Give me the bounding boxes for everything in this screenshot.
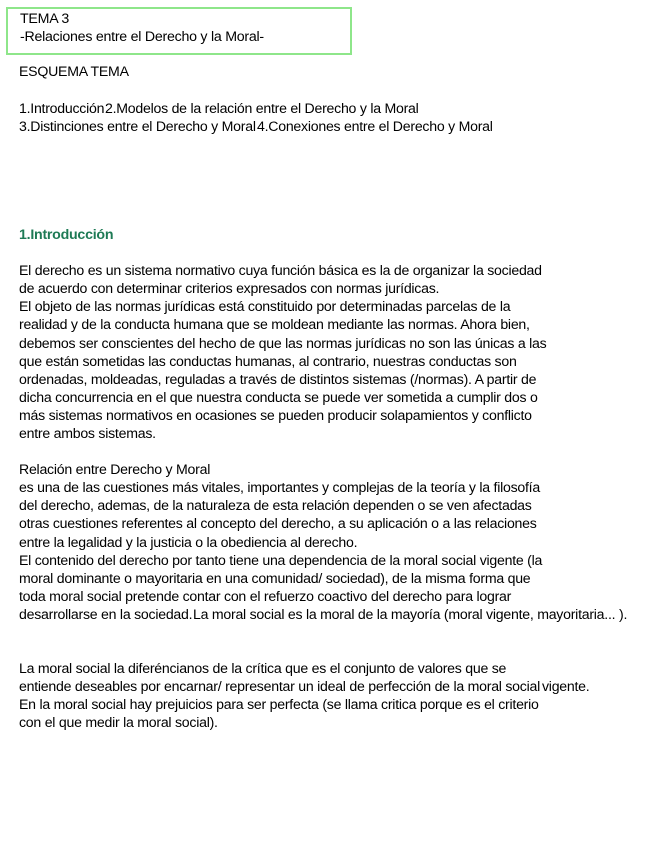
- paragraph-derecho-sistema-normativo: [19, 262, 639, 443]
- text-line-5: debemos ser conscientes del hecho de que las normas jurídicas no son las únicas a las: [19, 335, 547, 352]
- text-line-2: es una de las cuestiones más vitales, importantes y complejas de la teoría y la filosofía: [19, 480, 540, 497]
- text-line-1: El derecho es un sistema normativo cuya función básica es la de organizar la sociedad: [19, 263, 542, 279]
- text-line-4: realidad y de la conducta humana que se moldean mediante las normas. Ahora bien,: [19, 317, 530, 334]
- text-line-7: ordenadas, moldeadas, reguladas a través de distintos sistemas (/normas). A partir de: [19, 371, 537, 388]
- paragraph-moral-social-critica: [19, 660, 639, 733]
- outline-item-3: 3.Distinciones entre el Derecho y Moral: [19, 119, 256, 135]
- paragraph-relacion-derecho-moral: [19, 461, 639, 624]
- text-line-8: toda moral social pretende contar con el refuerzo coactivo del derecho para lograr: [19, 588, 512, 605]
- text-line-4: otras cuestiones referentes al concepto del derecho, a su aplicación o a las relaciones: [19, 516, 537, 533]
- outline-list: [19, 100, 639, 136]
- text-line-3: El objeto de las normas jurídicas está constituido por determinadas parcelas de la: [19, 299, 511, 316]
- outline-heading-block: [19, 63, 639, 81]
- text-line-9: más sistemas normativos en ocasiones se pueden producir solapamientos y conflicto: [19, 408, 532, 425]
- text-line-3: vigente.: [542, 679, 590, 696]
- outline-heading: ESQUEMA TEMA: [19, 64, 129, 80]
- text-line-4: En la moral social hay prejuicios para ser perfecta (se llama critica porque es el criterio: [19, 697, 539, 714]
- section-heading-introduccion: 1.Introducción: [19, 227, 114, 243]
- text-line-2: entiende deseables por encarnar/ representar un ideal de perfección de la moral social: [19, 679, 540, 696]
- text-line-5: con el que medir la moral social).: [19, 715, 218, 732]
- text-line-10: La moral social es la moral de la mayoría (moral vigente, mayoritaria... ).: [193, 607, 628, 624]
- outline-item-1: 1.Introducción: [19, 101, 105, 117]
- text-line-7: moral dominante o mayoritaria en una comunidad/ sociedad), de la misma forma que: [19, 570, 531, 587]
- text-line-6: El contenido del derecho por tanto tiene una dependencia de la moral social vigente (la: [19, 552, 543, 569]
- title-box: [6, 7, 352, 55]
- text-line-8: dicha concurrencia en el que nuestra conducta se puede ver sometida a cumplir dos o: [19, 389, 538, 406]
- outline-item-2: 2.Modelos de la relación entre el Derecho y la Moral: [104, 101, 419, 117]
- text-line-9: desarrollarse en la sociedad.: [19, 607, 193, 624]
- text-line-5: entre la legalidad y la justicia o la obediencia al derecho.: [19, 534, 358, 551]
- text-line-1: Relación entre Derecho y Moral: [19, 462, 211, 478]
- text-line-1: La moral social la diferéncianos de la crítica que es el conjunto de valores que se: [19, 661, 507, 677]
- text-line-2: de acuerdo con determinar criterios expresados con normas jurídicas.: [19, 281, 440, 298]
- text-line-6: que están sometidas las conductas humanas, al contrario, nuestras conductas son: [19, 353, 517, 370]
- text-line-10: entre ambos sistemas.: [19, 426, 156, 443]
- text-line-3: del derecho, ademas, de la naturaleza de esta relación dependen o se ven afectadas: [19, 498, 532, 515]
- topic-number: TEMA 3: [20, 11, 69, 27]
- topic-title: -Relaciones entre el Derecho y la Moral-: [20, 29, 264, 45]
- outline-item-4: 4.Conexiones entre el Derecho y Moral: [256, 119, 493, 135]
